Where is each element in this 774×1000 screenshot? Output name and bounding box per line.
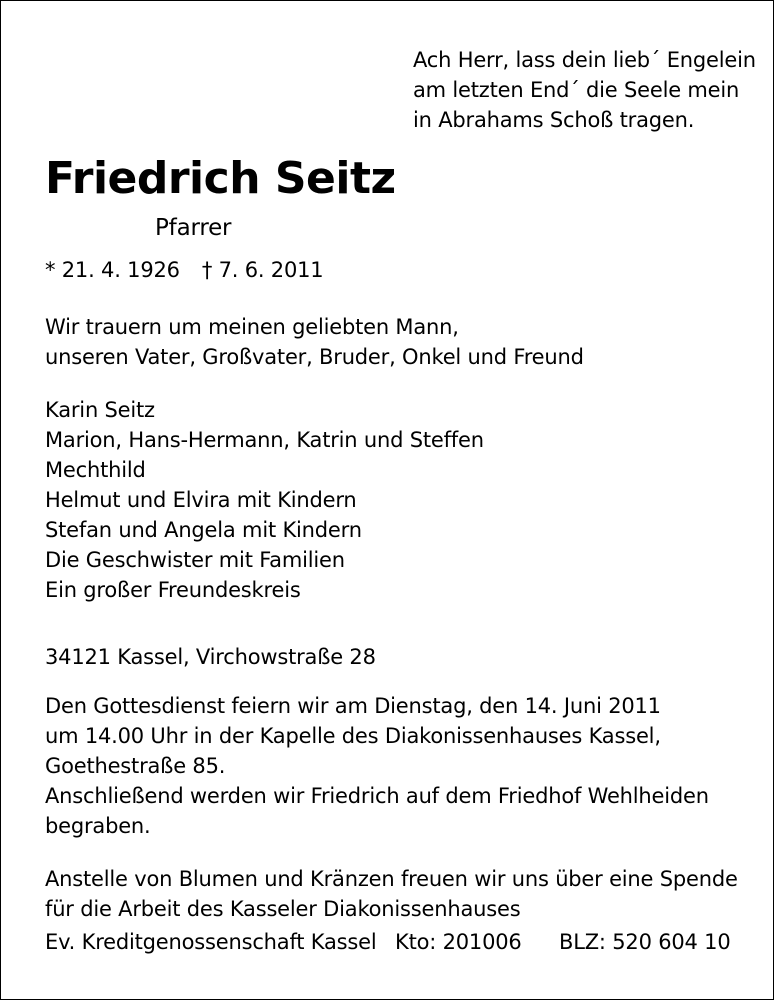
service-line: begraben. <box>45 814 151 838</box>
service-line: Goethestraße 85. <box>45 754 226 778</box>
bank-account: Kto: 201006 <box>395 930 522 954</box>
grief-line: unseren Vater, Großvater, Bruder, Onkel und Freund <box>45 345 584 369</box>
service-details <box>45 691 709 841</box>
bank-code: BLZ: 520 604 10 <box>559 930 731 954</box>
mourner-entry: Karin Seitz <box>45 398 155 422</box>
service-line: Den Gottesdienst feiern wir am Dienstag, den 14. Juni 2011 <box>45 694 661 718</box>
grief-line: Wir trauern um meinen geliebten Mann, <box>45 315 459 339</box>
mourners-list <box>45 395 484 605</box>
donation-line: für die Arbeit des Kasseler Diakonissenhauses <box>45 897 521 921</box>
verse-line: in Abrahams Schoß tragen. <box>413 108 695 132</box>
life-dates <box>45 258 323 282</box>
bank-name: Ev. Kreditgenossenschaft Kassel <box>45 930 377 954</box>
birth-date: * 21. 4. 1926 <box>45 258 180 282</box>
mourner-entry: Stefan und Angela mit Kindern <box>45 518 362 542</box>
mourner-entry: Marion, Hans-Hermann, Katrin und Steffen <box>45 428 484 452</box>
verse-line: am letzten End´ die Seele mein <box>413 78 740 102</box>
donation-request <box>45 864 738 924</box>
mourner-entry: Die Geschwister mit Familien <box>45 548 345 572</box>
deceased-title: Pfarrer <box>155 215 232 241</box>
mourner-entry: Ein großer Freundeskreis <box>45 578 301 602</box>
donation-line: Anstelle von Blumen und Kränzen freuen wir uns über eine Spende <box>45 867 738 891</box>
family-address <box>45 642 376 672</box>
deceased-name: Friedrich Seitz <box>45 153 396 204</box>
verse-quote <box>413 45 756 135</box>
mourner-entry: Helmut und Elvira mit Kindern <box>45 488 357 512</box>
verse-line: Ach Herr, lass dein lieb´ Engelein <box>413 48 756 72</box>
grief-statement <box>45 312 584 372</box>
mourner-entry: Mechthild <box>45 458 146 482</box>
service-line: um 14.00 Uhr in der Kapelle des Diakonissenhauses Kassel, <box>45 724 661 748</box>
death-date: † 7. 6. 2011 <box>201 258 324 282</box>
service-line: Anschließend werden wir Friedrich auf dem Friedhof Wehlheiden <box>45 784 709 808</box>
address-line: 34121 Kassel, Virchowstraße 28 <box>45 645 376 669</box>
